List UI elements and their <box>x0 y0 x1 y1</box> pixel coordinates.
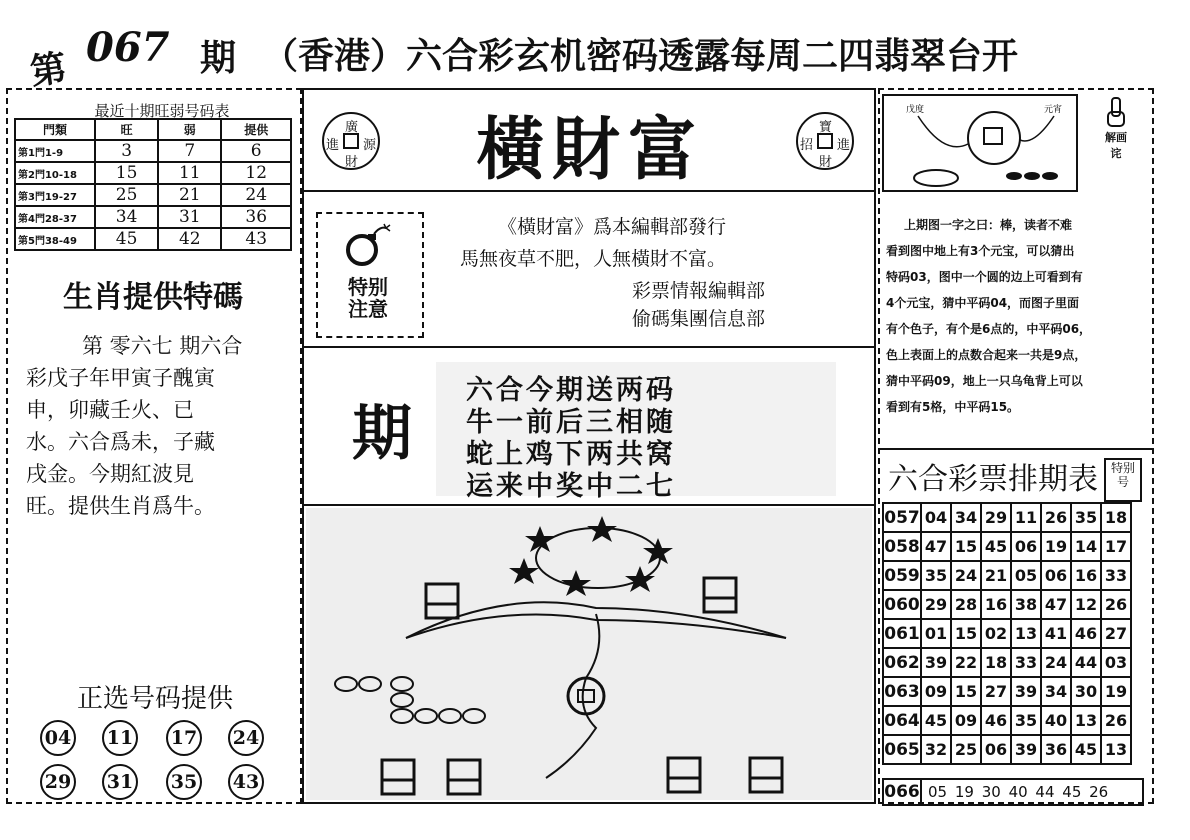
draw-number-cell: 04 <box>921 503 951 532</box>
draw-number-cell: 16 <box>981 590 1011 619</box>
pick-number: 11 <box>102 720 138 756</box>
riddle-image-drawing <box>884 96 1076 190</box>
riddle-line: 看到图中地上有3个元宝，可以猜出 <box>886 244 1075 258</box>
draw-number-cell: 35 <box>1071 503 1101 532</box>
coin-right <box>796 112 854 170</box>
coin-char: 源 <box>363 138 377 153</box>
draw-number-cell: 15 <box>951 532 981 561</box>
draw-number-cell: 05 <box>1011 561 1041 590</box>
strong-cell: 34 <box>95 206 158 228</box>
page-title: （香港）六合彩玄机密码透露每周二四翡翠台开 <box>262 36 1019 77</box>
draw-number-cell: 39 <box>1011 735 1041 764</box>
weak-cell: 11 <box>158 162 221 184</box>
special-number-cell: 17 <box>1101 532 1131 561</box>
column-header: 弱 <box>158 119 221 140</box>
draw-number-cell: 24 <box>951 561 981 590</box>
draw-number-cell: 46 <box>1071 619 1101 648</box>
weak-cell: 21 <box>158 184 221 206</box>
draw-number-cell: 02 <box>981 619 1011 648</box>
draw-number-cell: 33 <box>1011 648 1041 677</box>
period-cell: 058 <box>883 532 921 561</box>
special-number-cell: 19 <box>1101 677 1131 706</box>
draw-number-cell: 29 <box>981 503 1011 532</box>
weak-cell: 7 <box>158 140 221 162</box>
gate-cell: 第2門10-18 <box>15 162 95 184</box>
riddle-line: 4个元宝，猜中平码04，而图子里面 <box>886 296 1080 310</box>
draw-number-cell: 46 <box>981 706 1011 735</box>
draw-number-cell: 44 <box>1071 648 1101 677</box>
riddle-img-label-right: 元宵 <box>1044 105 1063 115</box>
schedule-title: 六合彩票排期表 <box>888 462 1098 497</box>
table-row <box>883 503 1131 532</box>
draw-number-cell: 18 <box>981 648 1011 677</box>
table-row <box>15 228 291 250</box>
pick-number: 29 <box>40 764 76 800</box>
draw-number-cell: 15 <box>951 619 981 648</box>
weak-cell: 42 <box>158 228 221 250</box>
draw-number-cell: 13 <box>1011 619 1041 648</box>
coin-char: 財 <box>819 155 833 170</box>
draw-number-cell: 21 <box>981 561 1011 590</box>
draw-number-cell: 11 <box>1011 503 1041 532</box>
table-row <box>15 184 291 206</box>
divider <box>302 504 876 506</box>
draw-number-cell: 45 <box>921 706 951 735</box>
draw-number-cell: 45 <box>981 532 1011 561</box>
period-cell: 065 <box>883 735 921 764</box>
candle-icon <box>382 578 782 794</box>
special-number-cell: 26 <box>1101 706 1131 735</box>
coin-char: 財 <box>345 155 359 170</box>
draw-number-cell: 29 <box>921 590 951 619</box>
coin-hole <box>343 133 359 149</box>
zodiac-line: 水。六合爲未，子藏 <box>26 430 215 454</box>
strong-cell: 25 <box>95 184 158 206</box>
strong-cell: 3 <box>95 140 158 162</box>
bead-icon <box>335 677 485 723</box>
poem-line: 牛一前后三相随 <box>466 407 676 438</box>
period-glyph: 期 <box>352 399 412 469</box>
pick-number: 31 <box>102 764 138 800</box>
draw-number-cell: 26 <box>1041 503 1071 532</box>
schedule-table <box>882 502 1132 765</box>
coin-char: 廣 <box>345 120 359 135</box>
riddle-line: 上期图一字之曰：棒，读者不难 <box>904 218 1073 232</box>
notice-label-line: 特别 <box>348 275 388 299</box>
divider <box>302 190 876 192</box>
intro-line: 《橫財富》爲本編輯部發行 <box>498 216 727 238</box>
draw-number-cell: 30 <box>1071 677 1101 706</box>
table-row <box>15 140 291 162</box>
strong-cell: 45 <box>95 228 158 250</box>
period-cell: 063 <box>883 677 921 706</box>
special-number-cell: 27 <box>1101 619 1131 648</box>
pointing-hand-icon <box>1104 96 1130 132</box>
period-cell: 061 <box>883 619 921 648</box>
period-cell: 060 <box>883 590 921 619</box>
draw-number-cell: 36 <box>1041 735 1071 764</box>
weak-cell: 31 <box>158 206 221 228</box>
offer-cell: 36 <box>221 206 291 228</box>
notice-label-line: 注意 <box>348 297 388 321</box>
draw-number-cell: 24 <box>1041 648 1071 677</box>
coin-char: 進 <box>837 138 851 153</box>
draw-numbers: 05 19 30 40 44 45 26 <box>928 783 1109 801</box>
zodiac-text <box>26 330 274 522</box>
pick-number: 17 <box>166 720 202 756</box>
period-cell: 059 <box>883 561 921 590</box>
divider <box>302 346 876 348</box>
draw-number-cell: 47 <box>1041 590 1071 619</box>
header-di: 第 <box>27 47 70 94</box>
draw-number-cell: 09 <box>951 706 981 735</box>
special-number-cell: 13 <box>1101 735 1131 764</box>
draw-number-cell: 19 <box>1041 532 1071 561</box>
turtle-icon <box>914 170 958 186</box>
zodiac-title: 生肖提供特碼 <box>63 280 243 315</box>
coin-hole <box>817 133 833 149</box>
riddle-line: 猜中平码09，地上一只乌龟背上可以 <box>886 374 1083 388</box>
offer-cell: 12 <box>221 162 291 184</box>
pick-number: 24 <box>228 720 264 756</box>
draw-number-cell: 06 <box>1011 532 1041 561</box>
riddle-line: 特码03，图中一个圆的边上可看到有 <box>886 270 1083 284</box>
dice-icon <box>984 128 1002 144</box>
draw-number-cell: 34 <box>951 503 981 532</box>
table-header-row <box>15 119 291 140</box>
riddle-image <box>882 94 1078 192</box>
period-cell: 062 <box>883 648 921 677</box>
riddle-line: 看到有5格，中平码15。 <box>886 400 1020 414</box>
draw-number-cell: 06 <box>1041 561 1071 590</box>
draw-number-cell: 40 <box>1041 706 1071 735</box>
coin-left <box>322 112 380 170</box>
issue-number: 067 <box>86 24 170 71</box>
table-row <box>883 735 1131 764</box>
draw-number-cell: 45 <box>1071 735 1101 764</box>
draw-number-cell: 39 <box>921 648 951 677</box>
table-row <box>883 677 1131 706</box>
table-row <box>15 162 291 184</box>
picks-title: 正选号码提供 <box>76 684 233 714</box>
draw-number-cell: 06 <box>981 735 1011 764</box>
coin-icon <box>568 678 604 714</box>
coin-char: 招 <box>800 138 814 153</box>
brand-title: 橫財富 <box>475 110 704 190</box>
pick-number: 35 <box>166 764 202 800</box>
draw-number-cell: 32 <box>921 735 951 764</box>
riddle-label: 解画诧 <box>1105 131 1127 160</box>
draw-number-cell: 35 <box>1011 706 1041 735</box>
period-cell: 066 <box>884 780 922 804</box>
riddle-img-label-left: 戊度 <box>906 105 925 115</box>
riddle-text <box>886 212 1148 420</box>
draw-number-cell: 41 <box>1041 619 1071 648</box>
gate-cell: 第5門38-49 <box>15 228 95 250</box>
draw-number-cell: 15 <box>951 677 981 706</box>
draw-number-cell: 09 <box>921 677 951 706</box>
divider <box>878 448 1154 450</box>
gate-cell: 第4門28-37 <box>15 206 95 228</box>
draw-number-cell: 28 <box>951 590 981 619</box>
poem-line: 运来中奖中二七 <box>466 471 676 502</box>
column-header: 旺 <box>95 119 158 140</box>
coin-char: 進 <box>326 138 340 153</box>
bomb-icon <box>342 222 392 268</box>
period-cell: 057 <box>883 503 921 532</box>
header-qi: 期 <box>200 38 237 79</box>
poem-line: 六合今期送两码 <box>466 375 676 406</box>
draw-number-cell: 25 <box>951 735 981 764</box>
draw-number-cell: 01 <box>921 619 951 648</box>
gate-cell: 第1門1-9 <box>15 140 95 162</box>
strong-cell: 15 <box>95 162 158 184</box>
offer-cell: 24 <box>221 184 291 206</box>
table-row <box>883 648 1131 677</box>
stats-table-title: 最近十期旺弱号码表 <box>94 102 230 120</box>
coin-char: 寶 <box>819 120 833 135</box>
draw-number-cell: 12 <box>1071 590 1101 619</box>
draw-number-cell: 13 <box>1071 706 1101 735</box>
draw-number-cell: 14 <box>1071 532 1101 561</box>
table-row <box>883 532 1131 561</box>
zodiac-line: 申，卯藏壬火、已 <box>26 398 194 422</box>
riddle-line: 有个色子，有个是6点的，中平码06， <box>886 322 1092 336</box>
zodiac-line: 彩戊子年甲寅子醜寅 <box>26 366 215 390</box>
table-row <box>883 561 1131 590</box>
riddle-picture <box>306 508 872 800</box>
notice-label <box>322 276 414 320</box>
draw-number-cell: 47 <box>921 532 951 561</box>
column-header: 提供 <box>221 119 291 140</box>
draw-number-cell: 35 <box>921 561 951 590</box>
special-number-label: 特别号 <box>1104 458 1142 502</box>
offer-cell: 6 <box>221 140 291 162</box>
special-number-cell: 03 <box>1101 648 1131 677</box>
special-number-cell: 18 <box>1101 503 1131 532</box>
table-row <box>15 206 291 228</box>
draw-number-cell: 38 <box>1011 590 1041 619</box>
zodiac-line: 戌金。今期紅波見 <box>26 462 194 486</box>
pick-number: 04 <box>40 720 76 756</box>
intro-line: 馬無夜草不肥，人無橫財不富。 <box>460 248 727 270</box>
draw-number-cell: 39 <box>1011 677 1041 706</box>
gate-cell: 第3門19-27 <box>15 184 95 206</box>
column-header: 門類 <box>15 119 95 140</box>
special-number-cell: 33 <box>1101 561 1131 590</box>
draw-number-cell: 22 <box>951 648 981 677</box>
riddle-illustration <box>306 508 872 800</box>
period-cell: 064 <box>883 706 921 735</box>
zodiac-line: 第 零六七 期六合 <box>82 334 243 358</box>
table-row <box>883 619 1131 648</box>
draw-number-cell: 16 <box>1071 561 1101 590</box>
draw-number-cell: 27 <box>981 677 1011 706</box>
offer-cell: 43 <box>221 228 291 250</box>
intro-line: 彩票情報編輯部 <box>632 280 766 302</box>
draw-number-cell: 34 <box>1041 677 1071 706</box>
table-row <box>883 706 1131 735</box>
special-number-cell: 26 <box>1101 590 1131 619</box>
table-row <box>883 590 1131 619</box>
poem-line: 蛇上鸡下两共窝 <box>466 439 676 470</box>
zodiac-line: 旺。提供生肖爲牛。 <box>26 494 215 518</box>
latest-draw-row <box>882 778 1144 806</box>
riddle-line: 色上表面上的点数合起来一共是9点， <box>886 348 1087 362</box>
star-icon <box>509 516 673 596</box>
stats-table <box>14 118 292 251</box>
intro-line: 偷碼集團信息部 <box>632 308 766 330</box>
pick-number: 43 <box>228 764 264 800</box>
